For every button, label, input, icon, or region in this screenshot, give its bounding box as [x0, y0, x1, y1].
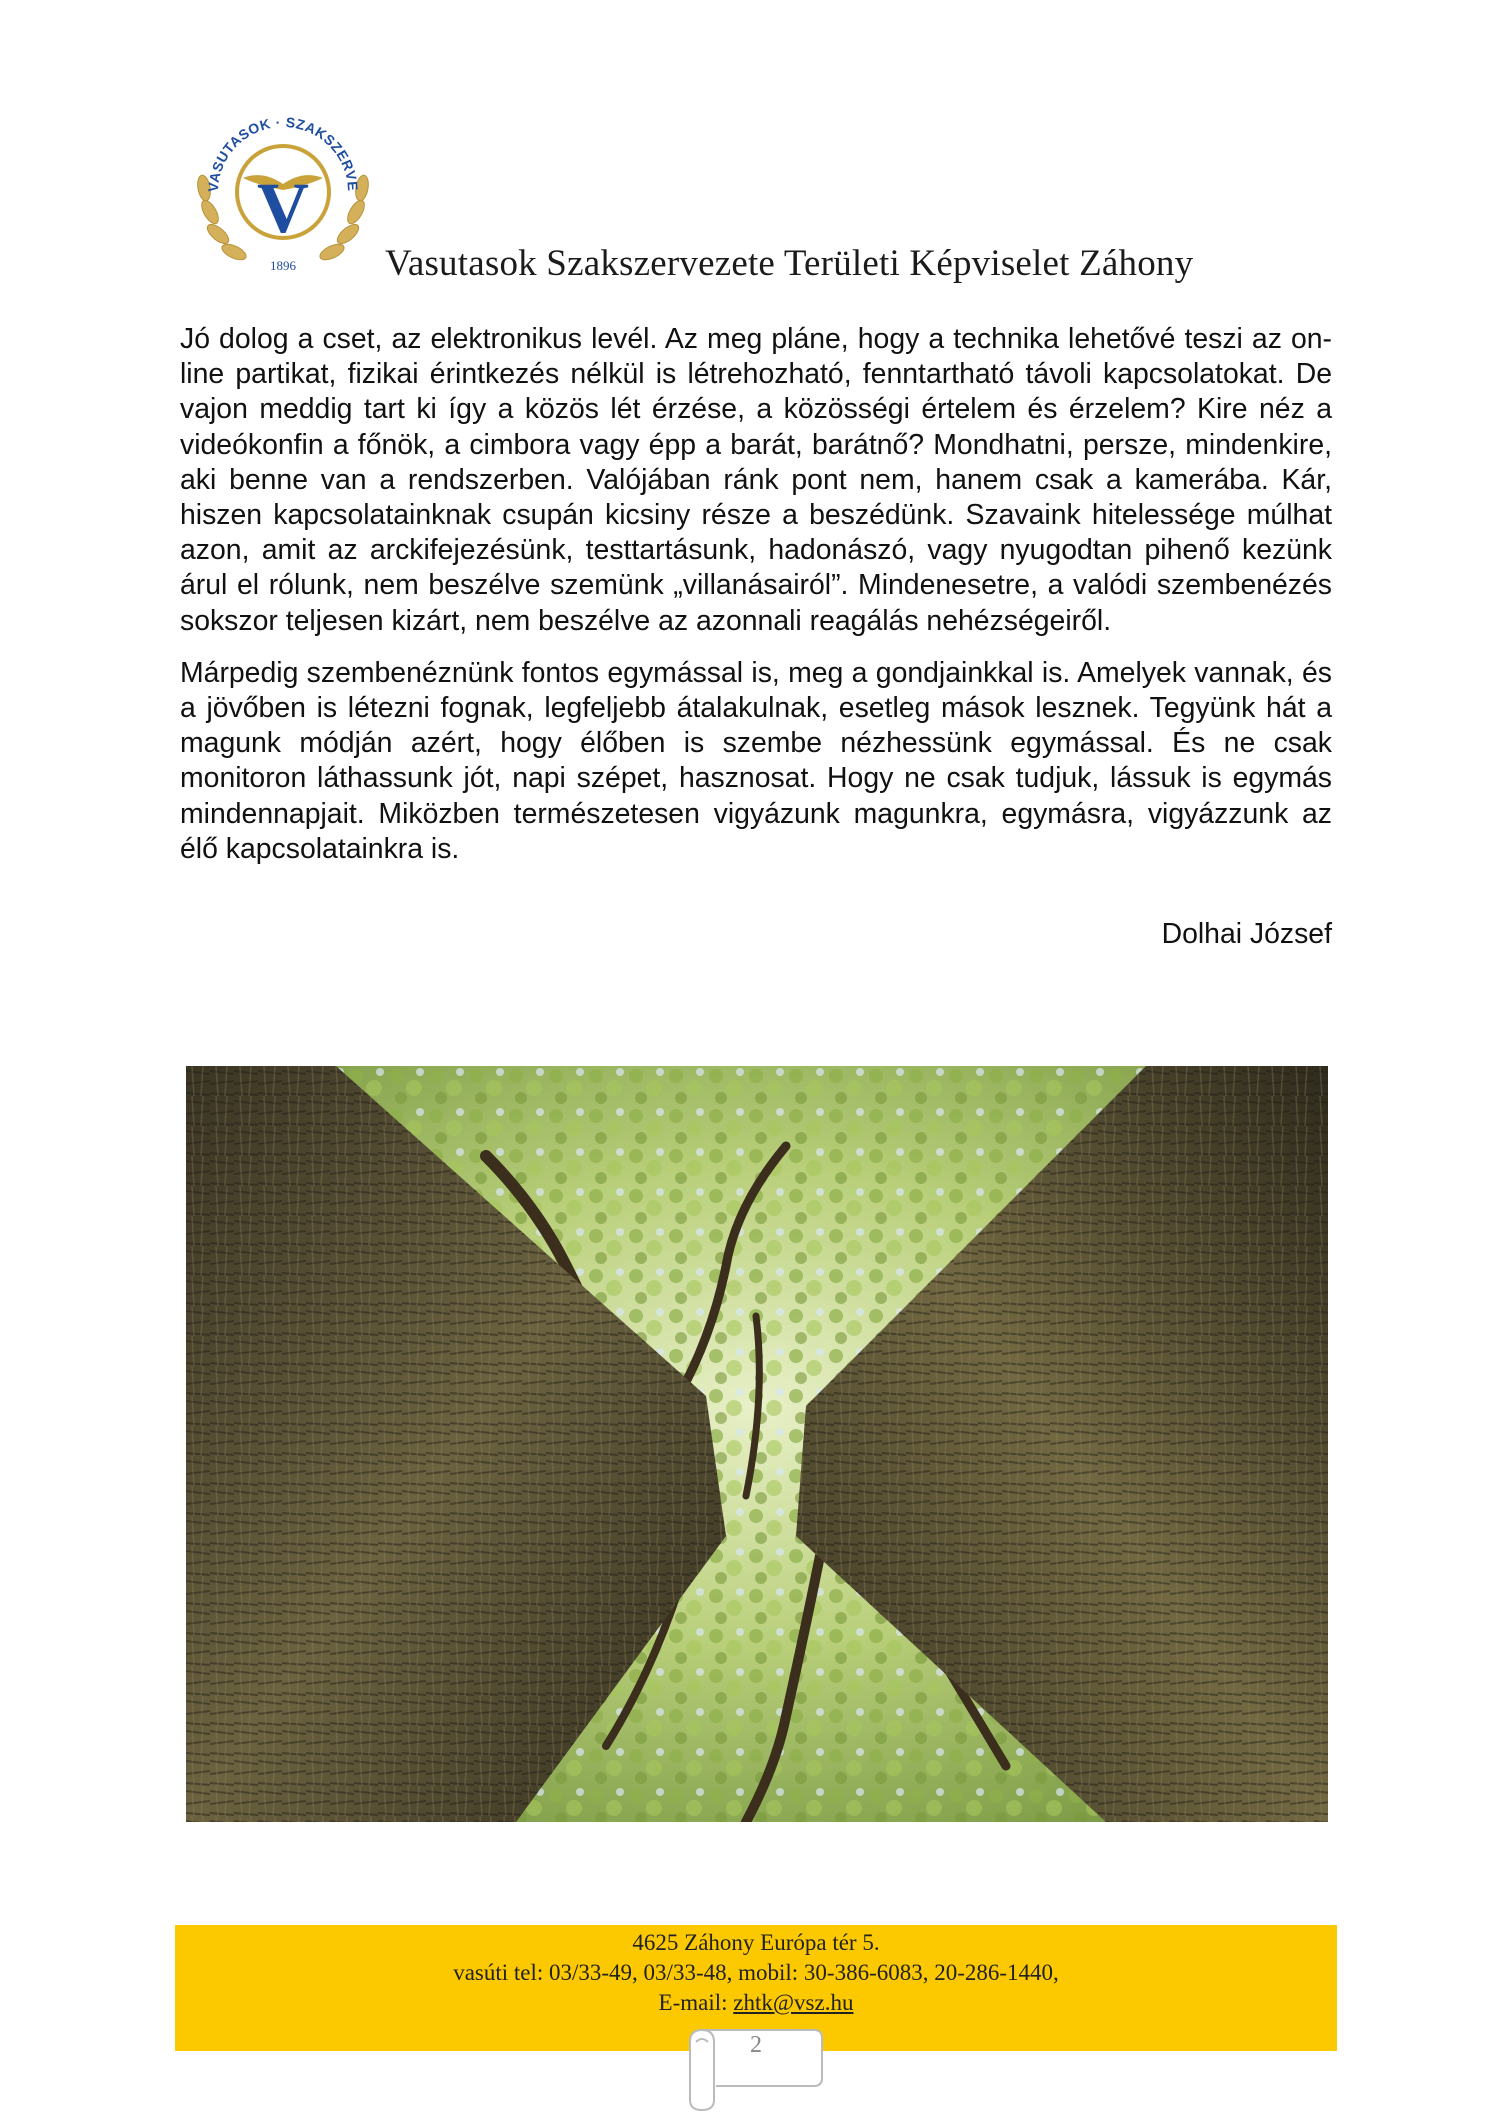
footer-email-link[interactable]: zhtk@vsz.hu — [733, 1990, 854, 2015]
footer-email-line — [175, 1988, 1337, 2018]
trees-photo — [186, 1066, 1328, 1822]
author-signature: Dolhai József — [1161, 918, 1332, 950]
trees-photo-graphic — [186, 1066, 1328, 1822]
article-paragraph-1: Jó dolog a cset, az elektronikus levél. Az meg pláne, hogy a technika lehetővé teszi az on-line partikat, fizikai érintkezés nélkül is létrehozható, fenntartható távoli kapcsolatokat. De vajon meddig tart ki így a közös lét érzése, a közösségi értelem és érzelem? Kire néz a videókonfin a főnök, a cimbora vagy épp a barát, barátnő? Mondhatni, persze, mindenkire, aki benne van a rendszerben. Valójában ránk pont nem, hanem csak a kamerába. Kár, hiszen kapcsolatainknak csupán kicsiny része a beszédünk. Szavaink hitelessége múlhat azon, amit az arckifejezésünk, testtartásunk, hadonászó, vagy nyugodtan pihenő kezünk árul el rólunk, nem beszélve szemünk „villanásairól”. Mindenesetre, a valódi szembenézés sokszor teljesen kizárt, nem beszélve az azonnali reagálás nehézségeiről. — [180, 323, 1332, 637]
svg-text:VASUTASOK · SZAKSZERVEZETE: VASUTASOK · SZAKSZERVE — [204, 113, 362, 193]
article-body — [180, 322, 1332, 884]
page-number: 2 — [750, 2032, 762, 2058]
svg-text:V: V — [257, 168, 309, 248]
footer-email-label: E-mail: — [658, 1990, 734, 2015]
header-title: Vasutasok Szakszervezete Területi Képviselet Záhony — [385, 243, 1194, 284]
union-logo — [188, 92, 378, 282]
article-paragraph-2: Márpedig szembenéznünk fontos egymással is, meg a gondjainkkal is. Amelyek vannak, és a jövőben is létezni fognak, legfeljebb átalakulnak, esetleg mások lesznek. Tegyünk hát a magunk módján azért, hogy élőben is szembe nézhessünk egymással. És ne csak monitoron láthassunk jót, napi szépet, hasznosat. Hogy ne csak tudjuk, lássuk is egymás mindennapjait. Miközben természetesen vigyázunk magunkra, egymásra, vigyázzunk az élő kapcsolatainkra is. — [180, 656, 1332, 865]
union-logo-graphic — [188, 92, 378, 282]
footer-phones: vasúti tel: 03/33-49, 03/33-48, mobil: 30-386-6083, 20-286-1440, — [453, 1960, 1059, 1985]
svg-text:1896: 1896 — [270, 258, 296, 273]
footer-address: 4625 Záhony Európa tér 5. — [632, 1930, 880, 1955]
